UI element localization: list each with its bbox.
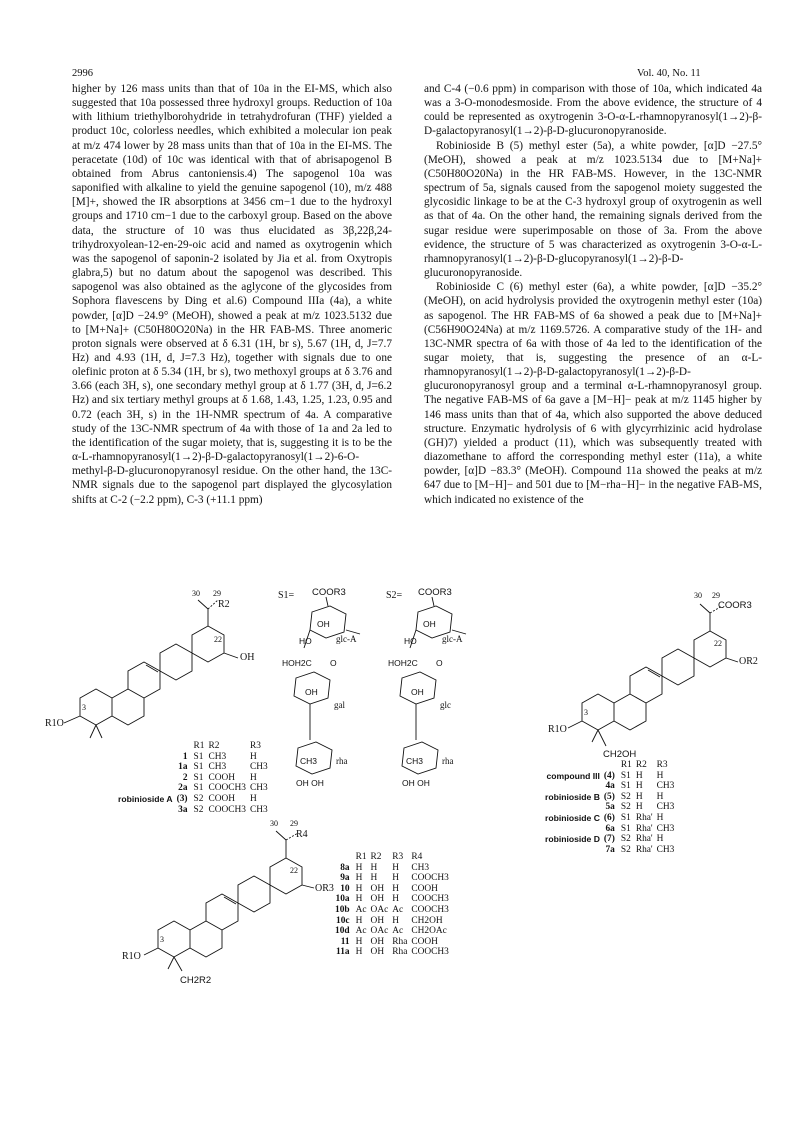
substituent-r3: H <box>656 834 664 845</box>
substituent-r1: H <box>355 883 363 894</box>
substituent-r2: COOH <box>208 772 236 783</box>
substituent-r4: COOCH3 <box>411 904 449 915</box>
substituent-r1: Ac <box>355 904 367 915</box>
compound-id: 10b <box>335 904 350 915</box>
s3-c22-label: 22 <box>290 866 298 875</box>
compound-id: (7) <box>603 834 615 845</box>
s3-c30-label: 30 <box>270 819 278 828</box>
table-row <box>118 762 272 773</box>
column-header: R2 <box>208 741 220 751</box>
s2-struct-c22-label: 22 <box>714 639 722 648</box>
substituent-r2: Rha' <box>635 823 653 834</box>
table-compounds-8-11 <box>335 852 453 958</box>
substituent-r3: H <box>656 770 664 781</box>
table-row <box>335 916 453 927</box>
substituent-r1: S1 <box>193 762 204 773</box>
compound-name <box>118 805 177 816</box>
substituent-r1: H <box>355 873 363 884</box>
substituent-r1: S1 <box>193 783 204 794</box>
substituent-r3: Rha <box>392 947 408 958</box>
table-header-row <box>335 852 453 863</box>
substituent-r1: H <box>355 894 363 905</box>
compound-name <box>545 845 604 856</box>
column-header: R1 <box>620 760 632 770</box>
compound-id: 3a <box>178 804 188 815</box>
s1-ohoh-label: OH OH <box>296 778 324 788</box>
s2-struct-c29-label: 29 <box>712 591 720 600</box>
substituent-r1: S1 <box>620 823 631 834</box>
substituent-r1: S2 <box>620 802 631 813</box>
s1-r1o-label: R1O <box>45 718 64 729</box>
s1-rha-label: rha <box>336 756 348 766</box>
s1-c29-label: 29 <box>213 589 221 598</box>
s1-hoh2c-label: HOH2C <box>282 658 312 668</box>
table-row <box>118 752 272 763</box>
triterpene-structure-1 <box>64 600 238 738</box>
substituent-r3: H <box>656 791 664 802</box>
s1-ho-label: HO <box>299 636 312 646</box>
substituent-r3: H <box>250 751 257 762</box>
substituent-r1: S2 <box>193 804 204 815</box>
substituent-r2: OAc <box>370 904 389 915</box>
s1-r2-label: R2 <box>218 599 230 610</box>
substituent-r1: S1 <box>193 751 204 762</box>
substituent-r3: CH3 <box>656 802 675 813</box>
substituent-r4: COOH <box>411 936 438 947</box>
table-row <box>335 947 453 958</box>
column-header: R3 <box>392 852 404 862</box>
s2-struct-c3-label: 3 <box>584 708 588 717</box>
column-header: R1 <box>355 852 367 862</box>
table-compounds-4-7 <box>545 760 678 855</box>
substituent-r1: H <box>355 915 363 926</box>
substituent-r4: COOCH3 <box>411 894 449 905</box>
s1-ch3-label: CH3 <box>300 756 318 766</box>
substituent-r1: S2 <box>620 791 631 802</box>
s1-o-label: O <box>330 658 337 668</box>
substituent-r3: Ac <box>392 904 404 915</box>
substituent-r2: OH <box>370 894 385 905</box>
table-row <box>335 873 453 884</box>
substituent-r4: CH2OH <box>411 915 443 926</box>
table-row <box>545 781 678 792</box>
column-header: R2 <box>370 852 382 862</box>
substituent-r3: H <box>392 883 400 894</box>
s1-c3-label: 3 <box>82 703 86 712</box>
header-spacer <box>118 741 177 752</box>
s2-struct-or2-label: OR2 <box>739 656 758 667</box>
table-row <box>118 783 272 794</box>
s3-r4-label: R4 <box>296 829 308 840</box>
substituent-r2: H <box>635 770 643 781</box>
s2-o-label: O <box>436 658 443 668</box>
substituent-r2: COOCH3 <box>208 783 246 794</box>
substituent-r3: H <box>250 793 257 804</box>
table-row <box>545 792 678 803</box>
substituent-r3: H <box>392 894 400 905</box>
s1-oh2-label: OH <box>305 687 318 697</box>
compound-id: 1 <box>182 751 188 762</box>
compound-id: 10d <box>335 926 350 937</box>
s2-rha-label: rha <box>442 756 454 766</box>
s2-coor3-label: COOR3 <box>418 587 452 598</box>
substituent-r2: OH <box>370 915 385 926</box>
substituent-r3: H <box>250 772 257 783</box>
table-row <box>335 905 453 916</box>
substituent-r3: CH3 <box>656 844 675 855</box>
table-row <box>335 926 453 937</box>
s1-gal-label: gal <box>334 700 345 710</box>
substituent-r1: H <box>355 936 363 947</box>
compound-id: 4a <box>605 781 615 792</box>
column-header: R4 <box>411 852 423 862</box>
substituent-r2: H <box>635 791 643 802</box>
substituent-r1: S1 <box>620 781 631 792</box>
substituent-r3: CH3 <box>250 804 268 815</box>
compound-id: (4) <box>603 770 615 781</box>
table-row <box>545 845 678 856</box>
substituent-r2: OAc <box>370 926 389 937</box>
paragraph: Robinioside B (5) methyl ester (5a), a white powder, [α]D −27.5° (MeOH), showed a peak at m/z 1023.5134 due to [M+Na]+ (C50H80O20Na) in the HR FAB-MS. However, in the 13C-NMR spectrum of 5a, signals caused from the sapogenol moiety suggested the glycosidic linkage to be at the C-3 hydroxyl group of oxytrogenin as well as that of 4a. On the other hand, the remaining signals derived from the sugar residue were superimposable on those of 3a. From the above evidence, the structure of 5 was characterized as oxytrogenin 3-O-α-L-rhamnopyranosyl(1→2)-β-D-glucopyranosyl(1→2)-β-D-glucuronopyranoside. <box>424 139 762 280</box>
compound-name: robinioside A <box>118 793 173 804</box>
table-header-row <box>545 760 678 771</box>
s2-ho-label: HO <box>404 636 417 646</box>
paragraph: Robinioside C (6) methyl ester (6a), a white powder, [α]D −35.2° (MeOH), on acid hydrolysis provided the oxytrogenin methyl ester (10a) as sapogenol. The HR FAB-MS of 6a showed a peak due to [M+Na]+ (C56H90O24Na) at m/z 1169.5726. A comparative study of the 1H- and 13C-NMR spectra of 6a with those of 4a led to the identification of the sugar moiety, that is, suggesting the presence of an α-L-rhamnopyranosyl(1→2)-β-D-galactopyranosyl(1→2)-β-D-glucuronopyranosyl group and a terminal α-L-rhamnopyranosyl group. The negative FAB-MS of 6a gave a [M−H]− peak at m/z 1145 higher by 146 mass units than that of 4a, which also supported the above deduced structure. Enzymatic hydrolysis of 6 with glycyrrhizinic acid hydrolase (GH)7) yielded a product (11), which was subsequently treated with diazomethane to afford the corresponding methyl ester (11a), a white powder, [α]D −83.3° (MeOH). Compound 11a showed the peaks at m/z 647 due to [M−H]− and 501 due to [M−rha−H]− in the negative FAB-MS, which indicated no existence of the <box>424 281 762 506</box>
substituent-r4: COOH <box>411 883 438 894</box>
s2-oh-label: OH <box>423 619 436 629</box>
substituent-r2: COOH <box>208 793 236 804</box>
substituent-r3: H <box>656 812 664 823</box>
column-header: R1 <box>193 741 205 751</box>
compound-id: 10c <box>336 915 350 926</box>
substituent-r2: Rha' <box>635 834 653 845</box>
substituent-r2: OH <box>370 936 385 947</box>
s2-struct-coor3-label: COOR3 <box>718 600 752 611</box>
substituent-r2: Rha' <box>635 812 653 823</box>
s3-c29-label: 29 <box>290 819 298 828</box>
substituent-r2: H <box>635 781 643 792</box>
substituent-r3: Ac <box>392 926 404 937</box>
compound-id: 2 <box>182 772 188 783</box>
substituent-r2: Rha' <box>635 844 653 855</box>
s3-ch2r2-label: CH2R2 <box>180 975 212 986</box>
s3-or3-label: OR3 <box>315 883 334 894</box>
compound-id: (5) <box>603 791 615 802</box>
column-header: R3 <box>250 741 261 751</box>
s2-label: S2= <box>386 590 403 601</box>
compound-id: (6) <box>603 812 615 823</box>
substituent-r4: COOCH3 <box>411 873 449 884</box>
compound-name <box>118 762 177 773</box>
compound-name <box>118 773 177 784</box>
compound-name <box>118 783 177 794</box>
s2-struct-c30-label: 30 <box>694 591 702 600</box>
triterpene-structure-2 <box>568 604 738 746</box>
s2-glc-label: glc <box>440 700 451 710</box>
substituent-r2: OH <box>370 947 385 958</box>
compound-name <box>545 781 604 792</box>
compound-id: 11 <box>340 936 350 947</box>
compound-id: 5a <box>605 802 615 813</box>
compound-name <box>118 752 177 763</box>
compound-id: 9a <box>340 873 350 884</box>
s1-coor3-label: COOR3 <box>312 587 346 598</box>
s2-ohoh-label: OH OH <box>402 778 430 788</box>
header-spacer <box>545 760 604 771</box>
substituent-r3: H <box>392 873 400 884</box>
substituent-r1: H <box>355 947 363 958</box>
compound-name: robinioside C <box>545 812 600 823</box>
table-row <box>335 884 453 895</box>
substituent-r2: H <box>370 873 378 884</box>
s2-ch3-label: CH3 <box>406 756 424 766</box>
substituent-r3: CH3 <box>250 783 268 794</box>
table-row <box>545 802 678 813</box>
table-header-row <box>118 741 272 752</box>
compound-id: 7a <box>605 844 615 855</box>
compound-id: 11a <box>336 947 350 958</box>
compound-name: compound III <box>546 770 600 781</box>
s2-struct-ch2oh-label: CH2OH <box>603 749 637 760</box>
compound-name <box>545 802 604 813</box>
column-header: R3 <box>656 760 668 770</box>
substituent-r1: H <box>355 862 363 873</box>
header-spacer <box>177 741 194 752</box>
table-row <box>545 824 678 835</box>
substituent-r2: CH3 <box>208 751 227 762</box>
substituent-r4: CH3 <box>411 862 430 873</box>
substituent-r2: CH3 <box>208 762 227 773</box>
compound-id: 8a <box>340 862 350 873</box>
compound-id: 2a <box>178 783 188 794</box>
header-spacer <box>335 852 356 863</box>
s2-hoh2c-label: HOH2C <box>388 658 418 668</box>
substituent-r2: H <box>635 802 643 813</box>
s1-c22-label: 22 <box>214 635 222 644</box>
paragraph: and C-4 (−0.6 ppm) in comparison with those of 10a, which indicated 4a was a 3-O-monodesmoside. From the above evidence, the structure of 4 could be represented as oxytrogenin 3-O-α-L-rhamnopyranosyl(1→2)-β-D-galactopyranosyl(1→2)-β-D-glucuronopyranoside. <box>424 83 762 138</box>
substituent-r1: Ac <box>355 926 367 937</box>
s1-glca-label: glc-A <box>336 634 357 644</box>
table-compounds-1-3 <box>118 741 272 815</box>
s1-oh-label: OH <box>240 652 255 663</box>
s2-glca-label: glc-A <box>442 634 463 644</box>
substituent-r3: CH3 <box>250 762 268 773</box>
s3-c3-label: 3 <box>160 935 164 944</box>
table-row <box>335 894 453 905</box>
table-row <box>545 771 678 782</box>
table-row <box>118 794 272 805</box>
table-row <box>545 813 678 824</box>
substituent-r1: S2 <box>193 793 204 804</box>
compound-name <box>545 824 604 835</box>
compound-name: robinioside B <box>545 791 600 802</box>
substituent-r1: S2 <box>620 844 631 855</box>
substituent-r4: CH2OAc <box>411 926 447 937</box>
substituent-r4: COOCH3 <box>411 947 449 958</box>
volume-label: Vol. 40, No. 11 <box>637 68 701 79</box>
triterpene-structure-3 <box>144 831 314 971</box>
compound-id: 6a <box>605 823 615 834</box>
table-row <box>545 834 678 845</box>
substituent-r2: H <box>370 862 378 873</box>
substituent-r3: CH3 <box>656 781 675 792</box>
substituent-r1: S1 <box>193 772 204 783</box>
substituent-r3: H <box>392 862 400 873</box>
s3-r1o-label: R1O <box>122 951 141 962</box>
table-row <box>335 937 453 948</box>
compound-id: 10a <box>335 894 350 905</box>
s1-label: S1= <box>278 590 295 601</box>
substituent-r1: S1 <box>620 812 631 823</box>
s1-c30-label: 30 <box>192 589 200 598</box>
compound-id: 10 <box>340 883 350 894</box>
table-row <box>118 805 272 816</box>
substituent-r3: H <box>392 915 400 926</box>
table-row <box>118 773 272 784</box>
substituent-r2: COOCH3 <box>208 804 246 815</box>
compound-id: (3) <box>176 793 188 804</box>
substituent-r3: CH3 <box>656 823 675 834</box>
header-spacer <box>604 760 621 771</box>
page-number: 2996 <box>72 68 93 79</box>
substituent-r1: S2 <box>620 834 631 845</box>
paragraph: higher by 126 mass units than that of 10a in the EI-MS, which also suggested that 10a possessed three hydroxyl groups. Reduction of 10a with lithium triethylborohydride in tetrahydrofuran (THF) yielded a product 10c, colorless needles, which exhibited a molecular ion peak at m/z 474 lower by 28 mass units than that of 10a in the EI-MS. The peracetate (10d) of 10c was identical with that of abrisapogenol B obtained from Abrus cantoniensis.4) The sapogenol 10a was saponified with alkaline to yield the genuine sapogenol (10), m/z 488 [M]+, showed the IR absorptions at 3456 cm−1 due to the hydroxyl groups and 1710 cm−1 due to the carboxyl group. Based on the above data, the structure of 10 was thus elucidated as 3β,22β,24-trihydroxyolean-12-en-29-oic acid and named as oxytrogenin which was the sapogenol of saponin-2 isolated by Jia et al. from Oxytropis glabra,5) but no datum about the sapogenol was described. This sapogenol was also obtained as the aglycone of the glycosides from Sophora flavescens by Ding et al.6) Compound IIIa (4a), a white powder, [α]D −24.9° (MeOH), showed a peak at m/z 1023.5132 due to [M+Na]+ (C50H80O20Na) in the HR FAB-MS. Three anomeric proton signals were observed at δ 6.31 (1H, br s), 5.67 (1H, d, J=7.7 Hz) and 4.93 (1H, d, J=7.3 Hz), together with signals due to one olefinic proton at δ 5.34 (1H, br s), two methoxyl groups at δ 3.76 and 3.66 (each 3H, s), one secondary methyl group at δ 1.77 (3H, d, J=6.2 Hz) and six tertiary methyl groups at δ 1.68, 1.43, 1.25, 1.23, 0.95 and 0.72 (each 3H, s) in the 1H-NMR spectrum of 4a. A comparative study of the 13C-NMR spectrum of 4a with those of 1a and 2a led to the identification of the sugar moiety, that is, suggesting it is to be the α-L-rhamnopyranosyl(1→2)-β-D-galactopyranosyl(1→2)-6-O-methyl-β-D-glucuronopyranosyl residue. On the other hand, the 13C-NMR signals due to the sapogenol part displayed the glycosylation shifts at C-2 (−2.2 ppm), C-3 (+11.1 ppm) <box>72 83 392 506</box>
s2-struct-r1o-label: R1O <box>548 724 567 735</box>
substituent-r3: Rha <box>392 936 408 947</box>
compound-name: robinioside D <box>545 834 600 845</box>
table-row <box>335 863 453 874</box>
substituent-r2: OH <box>370 883 385 894</box>
compound-id: 1a <box>178 762 188 773</box>
s2-oh2-label: OH <box>411 687 424 697</box>
s1-oh-label: OH <box>317 619 330 629</box>
column-header: R2 <box>635 760 647 770</box>
substituent-r1: S1 <box>620 770 631 781</box>
